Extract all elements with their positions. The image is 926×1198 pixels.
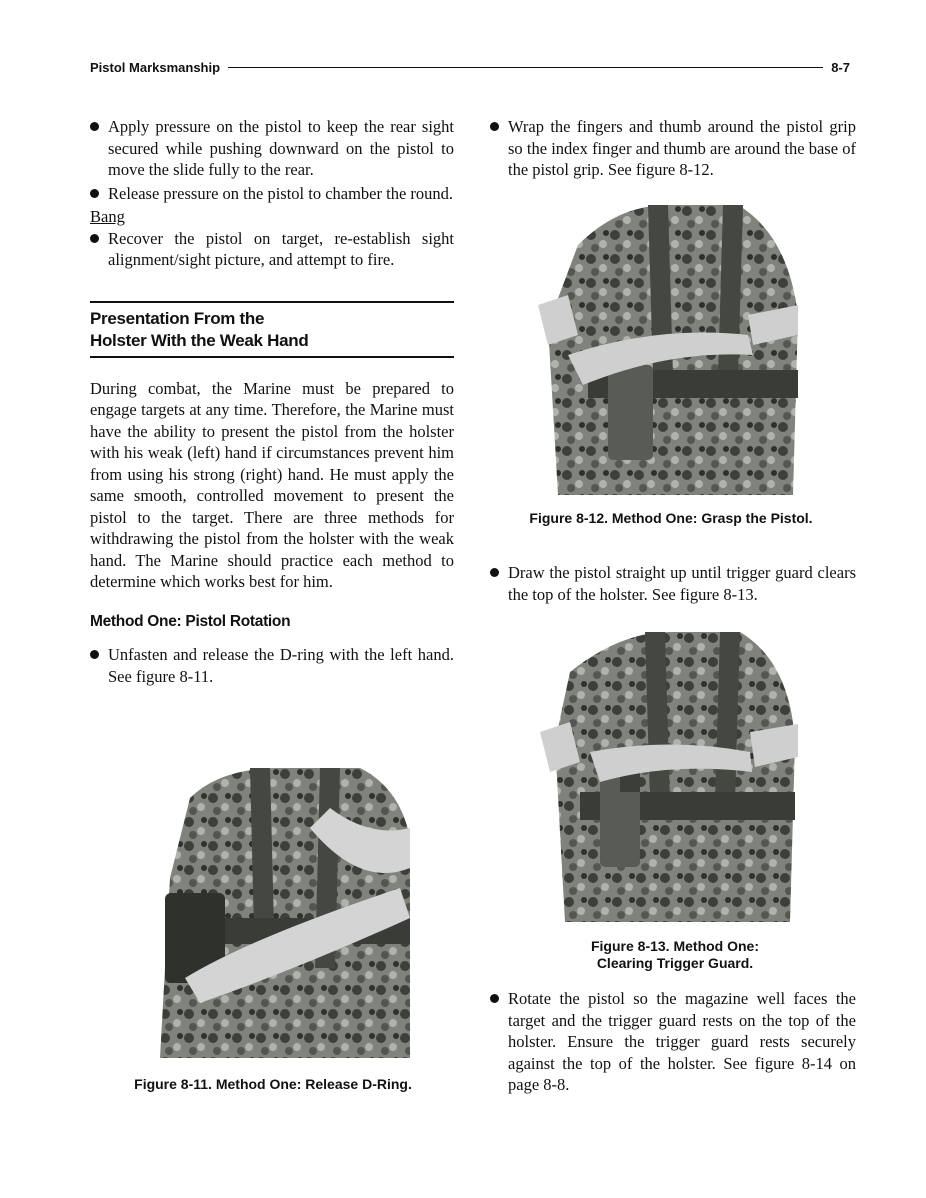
figure-8-11-caption: Figure 8-11. Method One: Release D-Ring. — [134, 1076, 412, 1092]
left-column — [90, 116, 454, 689]
marine-release-dring-image — [160, 768, 410, 1058]
bullet-icon — [90, 650, 99, 659]
page-number: 8-7 — [831, 59, 850, 75]
bullet-icon — [90, 122, 99, 131]
list-item: Draw the pistol straight up until trigger guard clears the top of the holster. See figure 8-13. — [490, 562, 856, 605]
body-paragraph: During combat, the Marine must be prepared to engage targets at any time. Therefore, the Marine must have the ability to present the pistol from the holster with his weak (left) hand if circumstances prevent him from using his strong (right) hand. He must apply the same smooth, controlled movement to present the pistol to the target. There are three methods for withdrawing the pistol from the holster with the weak hand. The Marine should practice each method to determine which works best for him. — [90, 378, 454, 591]
marine-clearing-trigger-guard-image — [540, 632, 800, 922]
right-column-bottom — [490, 988, 856, 1098]
bullet-icon — [490, 994, 499, 1003]
section-heading: Presentation From the Holster With the Weak Hand — [90, 301, 454, 358]
list-item: Recover the pistol on target, re-establish sight alignment/sight picture, and attempt to fire. — [90, 228, 454, 271]
list-item: Wrap the fingers and thumb around the pistol grip so the index finger and thumb are around the base of the pistol grip. See figure 8-12. — [490, 116, 856, 181]
figure-8-13-caption: Figure 8-13. Method One: Clearing Trigger Guard. — [590, 938, 759, 971]
header-rule — [228, 67, 823, 68]
bullet-icon — [490, 122, 499, 131]
figure-8-11-photo — [160, 768, 410, 1058]
header-section-title: Pistol Marksmanship — [90, 59, 221, 75]
right-column-mid — [490, 562, 856, 607]
figure-8-13-photo — [540, 632, 800, 922]
list-item: Release pressure on the pistol to chamber the round. — [90, 183, 454, 205]
bullet-icon — [90, 234, 99, 243]
list-item: Rotate the pistol so the magazine well faces the target and the trigger guard rests on the top of the holster. Ensure the trigger guard rests securely against the top of the holster. See figure 8-14 on page 8-8. — [490, 988, 856, 1096]
running-header — [90, 57, 850, 77]
bullet-icon — [90, 189, 99, 198]
bullet-icon — [490, 568, 499, 577]
figure-8-12-photo — [538, 205, 800, 495]
list-item: Apply pressure on the pistol to keep the rear sight secured while pushing downward on the pistol to move the slide fully to the rear. — [90, 116, 454, 181]
right-column — [490, 116, 856, 183]
list-item: Unfasten and release the D-ring with the left hand. See figure 8-11. — [90, 644, 454, 687]
marine-grasp-pistol-image — [538, 205, 800, 495]
figure-8-12-caption: Figure 8-12. Method One: Grasp the Pistol. — [529, 510, 813, 526]
subsection-heading: Method One: Pistol Rotation — [90, 612, 291, 630]
bang-label: Bang — [90, 207, 125, 226]
